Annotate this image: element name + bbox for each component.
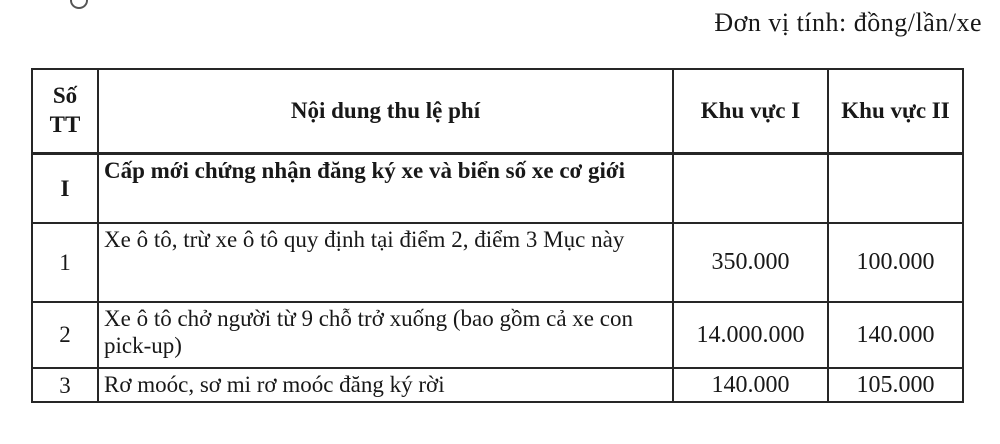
cell-area1: 14.000.000 bbox=[673, 302, 828, 368]
col-header-stt: Số TT bbox=[32, 69, 98, 153]
fee-table bbox=[31, 68, 964, 403]
cell-content: Rơ moóc, sơ mi rơ moóc đăng ký rời bbox=[98, 368, 673, 402]
cell-content: Xe ô tô, trừ xe ô tô quy định tại điểm 2, điểm 3 Mục này bbox=[98, 223, 673, 302]
cell-area1: 350.000 bbox=[673, 223, 828, 302]
cell-stt: 3 bbox=[32, 368, 98, 402]
table-row-1 bbox=[32, 223, 963, 302]
cell-content: Xe ô tô chở người từ 9 chỗ trở xuống (bao gồm cả xe con pick-up) bbox=[98, 302, 673, 368]
cell-content: Cấp mới chứng nhận đăng ký xe và biển số xe cơ giới bbox=[98, 153, 673, 223]
cell-area1: 140.000 bbox=[673, 368, 828, 402]
cell-area2 bbox=[828, 153, 963, 223]
unit-note: Đơn vị tính: đồng/lần/xe bbox=[714, 8, 982, 37]
cell-stt: 1 bbox=[32, 223, 98, 302]
cell-area2: 100.000 bbox=[828, 223, 963, 302]
cell-area2: 105.000 bbox=[828, 368, 963, 402]
table-header-row bbox=[32, 69, 963, 153]
cell-area1 bbox=[673, 153, 828, 223]
table-row-3 bbox=[32, 368, 963, 402]
table-row-2 bbox=[32, 302, 963, 368]
col-header-area1: Khu vực I bbox=[673, 69, 828, 153]
cell-area2: 140.000 bbox=[828, 302, 963, 368]
col-header-content: Nội dung thu lệ phí bbox=[98, 69, 673, 153]
table-row-section-I bbox=[32, 153, 963, 223]
clipped-text-fragment bbox=[70, 0, 88, 9]
col-header-area2: Khu vực II bbox=[828, 69, 963, 153]
cell-stt: I bbox=[32, 153, 98, 223]
cell-stt: 2 bbox=[32, 302, 98, 368]
